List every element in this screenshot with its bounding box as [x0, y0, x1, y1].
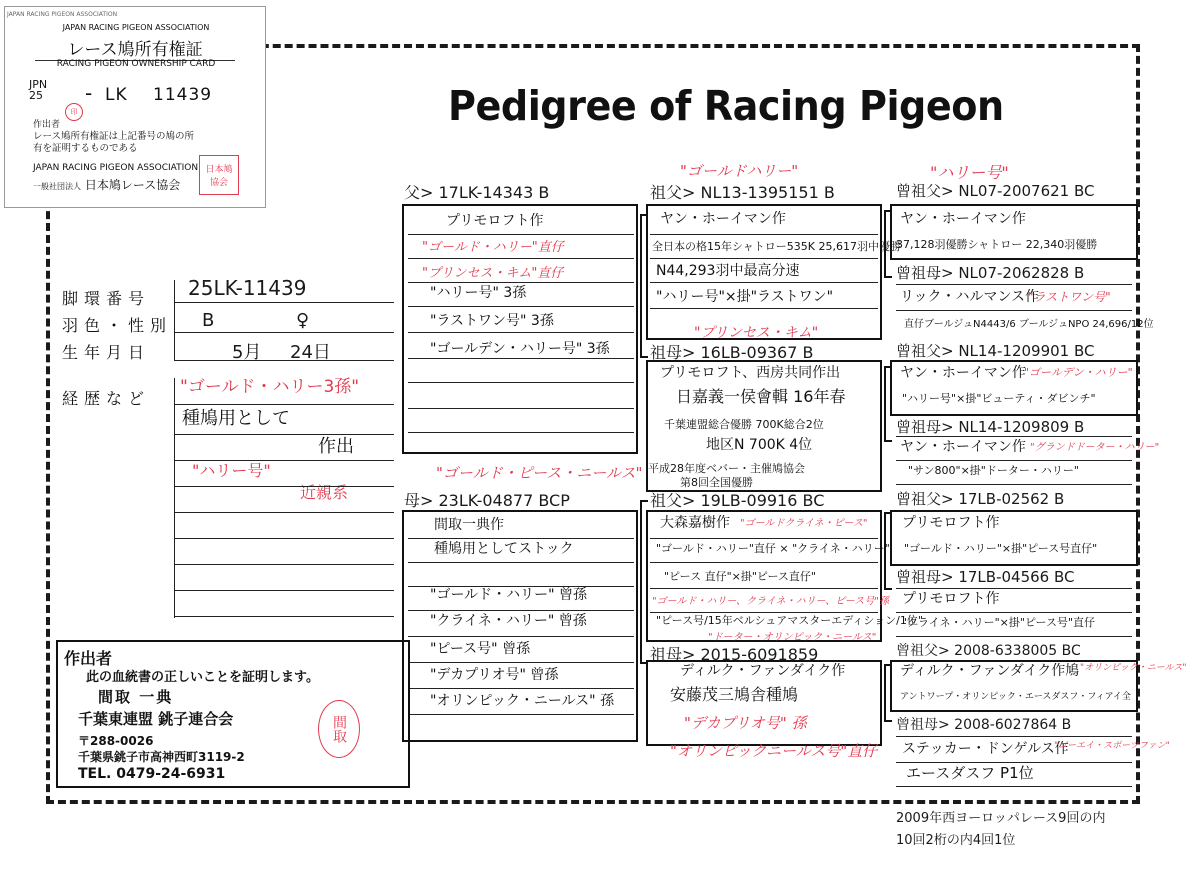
dam-line-7: "オリンピック・ニールス" 孫: [430, 693, 615, 709]
card-ring-number: 11439: [153, 85, 213, 105]
card-maker-label: 作出者: [33, 120, 61, 130]
sire-line-5: "ラストワン号" 3孫: [430, 313, 554, 329]
gd2-red-name-2: "ドーター・オリンピック・ニールス": [708, 632, 877, 643]
gs2-line-3: "ピース 直仔"×掛"ピース直仔": [664, 570, 816, 583]
ring-label: 脚環番号: [62, 289, 151, 308]
gd1-line-6: 第8回全国優勝: [680, 476, 753, 489]
dam-line-6: "デカプリオ号" 曾孫: [430, 667, 559, 683]
ggd3-head: 曾祖母> 17LB-04566 BC: [896, 568, 1075, 586]
ggs1-red-name: "ハリー号": [930, 163, 1009, 182]
ggs3-line-1: プリモロフト作: [902, 515, 1000, 531]
card-dash: -: [85, 81, 93, 105]
history-line-5: 近親系: [300, 483, 349, 502]
ggs1-line-1: ヤン・ホーイマン作: [900, 211, 1026, 227]
card-association-2: JAPAN RACING PIGEON ASSOCIATION: [33, 163, 199, 173]
history-line-3: 作出: [318, 436, 354, 457]
gs1-head: 祖父> NL13-1395151 B: [650, 183, 835, 202]
ggd1-head: 曾祖母> NL07-2062828 B: [896, 264, 1085, 282]
ggd1-line-1: リック・ハルマンス作: [900, 289, 1040, 305]
card-seal-small: 印: [65, 103, 83, 121]
gd1-line-4: 地区N 700K 4位: [706, 437, 813, 453]
ggs1-line-2: 37,128羽優勝シャトロー 22,340羽優勝: [896, 238, 1098, 251]
card-border-text: JAPAN RACING PIGEON ASSOCIATION: [7, 11, 118, 18]
birth-month: 5月: [232, 342, 262, 363]
card-association-seal: 日本鳩 協会: [199, 155, 239, 195]
ggs1-head: 曾祖父> NL07-2007621 BC: [896, 182, 1095, 200]
history-line-2: 種鳩用として: [182, 408, 290, 429]
sex-value: ♀: [296, 310, 310, 331]
card-association: JAPAN RACING PIGEON ASSOCIATION: [62, 23, 210, 32]
ggd3-line-2: "クライネ・ハリー"×掛"ピース号"直仔: [902, 616, 1096, 629]
ggd3-line-1: プリモロフト作: [902, 591, 1000, 607]
gd1-line-5: 平成28年度ベバー・主催鳩協会: [648, 462, 805, 475]
gd1-red-name: "プリンセス・キム": [694, 325, 819, 341]
sire-line-3: "プリンセス・キム"直仔: [422, 266, 564, 281]
sire-head: 父> 17LK-14343 B: [404, 183, 550, 202]
card-title-ja: レース鳩所有権証: [35, 35, 235, 61]
ggd2-red-name: "グランドドーター・ハリー": [1030, 442, 1160, 453]
ggs4-line-4: エースダスフ P1位: [906, 764, 1034, 782]
ggs2-line-2: "ハリー号"×掛"ビューティ・ダビンチ": [902, 392, 1096, 405]
birth-label: 生年月日: [62, 343, 151, 362]
ggs2-head: 曾祖父> NL14-1209901 BC: [896, 342, 1095, 360]
ggs3-head: 曾祖父> 17LB-02562 B: [896, 490, 1065, 508]
color-value: B: [202, 310, 215, 331]
gd2-line-4: "オリンピックニールス号"直仔: [670, 742, 878, 760]
sire-line-6: "ゴールデン・ハリー号" 3孫: [430, 341, 610, 357]
gd2-head: 祖母> 2015-6091859: [650, 645, 819, 664]
history-label: 経歴など: [62, 389, 151, 408]
ggs4-head: 曾祖父> 2008-6338005 BC: [896, 643, 1081, 659]
breeder-name: 間取 一典: [98, 688, 174, 706]
ring-value: 25LK-11439: [188, 276, 307, 300]
sire-line-1: プリモロフト作: [446, 213, 544, 229]
sire-line-2: "ゴールド・ハリー"直仔: [422, 240, 564, 255]
gd2-line-1: ディルク・ファンダイク作: [680, 663, 846, 679]
ggs2-line-1: ヤン・ホーイマン作: [900, 365, 1026, 381]
gs2-line-2: "ゴールド・ハリー"直仔 × "クライネ・ハリー": [656, 542, 890, 555]
gs1-line-1: ヤン・ホーイマン作: [660, 211, 786, 227]
ggs4-line-2: アントワープ・オリンピック・エースダスフ・フィアイ全: [900, 692, 1131, 702]
history-line-4: "ハリー号": [192, 461, 271, 480]
dam-line-4: "クライネ・ハリー" 曾孫: [430, 613, 587, 629]
ownership-card: [4, 6, 266, 208]
breeder-postal: 〒288-0026: [78, 734, 154, 748]
history-line-1: "ゴールド・ハリー3孫": [180, 377, 360, 397]
gs2-line-4: "ゴールド・ハリー、クライネ・ハリー、ピース号"孫: [652, 596, 889, 607]
gd1-line-3: 千葉連盟総合優勝 700K総合2位: [664, 418, 824, 431]
gd1-line-1: プリモロフト、西房共同作出: [660, 365, 841, 381]
ggs4-line-1: ディルク・ファンダイク作鳩: [900, 663, 1080, 679]
ggd1-line-2: 直仔ブールジュN4443/6 ブールジュNPO 24,696/12位: [904, 319, 1154, 330]
ggd4-head: 曾祖母> 2008-6027864 B: [896, 717, 1072, 733]
ggd2-line-1: ヤン・ホーイマン作: [900, 439, 1026, 455]
breeder-label: 作出者: [64, 649, 113, 668]
footnote: [896, 808, 1105, 852]
sire-line-4: "ハリー号" 3孫: [430, 285, 527, 301]
breeder-statement: 此の血統書の正しいことを証明します。: [86, 670, 319, 685]
breeder-tel: TEL. 0479-24-6931: [78, 766, 226, 782]
gs1-line-2: 全日本の格15年シャトロー535K 25,617羽中優勝: [652, 240, 901, 253]
ggd4-red-name: "ゴーエイ・スポーツファン": [1054, 741, 1170, 751]
card-title-en: RACING PIGEON OWNERSHIP CARD: [56, 59, 216, 69]
ggs2-red-name: "ゴールデン・ハリー": [1024, 366, 1133, 379]
dam-head: 母> 23LK-04877 BCP: [404, 491, 570, 510]
dam-red-name: "ゴールド・ピース・ニールス": [436, 464, 643, 482]
footnote-line-1: 2009年西ヨーロッパレース9回の内: [896, 811, 1106, 826]
gd1-head: 祖母> 16LB-09367 B: [650, 343, 814, 362]
gd2-red-name: "ピース号/15年ベルシュアマスターエディション/1位": [656, 614, 923, 627]
ggs4-line-3: ステッカー・ドンゲルス作: [902, 741, 1069, 757]
page-title: Pedigree of Racing Pigeon: [448, 82, 1004, 130]
gs2-line-1: 大森嘉樹作: [660, 515, 730, 531]
card-certify-text: レース鳩所有権証は上記番号の鳩の所有を証明するものである: [33, 131, 195, 154]
ggs4-red-name: "オリンピック・ニールス": [1080, 663, 1187, 673]
gd1-line-2: 日嘉義一侯會輯 16年春: [676, 387, 846, 406]
breeder-seal: 間取: [318, 700, 360, 758]
color-label: 羽色・性別: [62, 316, 173, 335]
card-lk: LK: [105, 85, 128, 105]
dam-line-2: 種鳩用としてストック: [434, 541, 574, 557]
dam-line-1: 間取一典作: [434, 517, 504, 533]
gs1-red-name: "ゴールドハリー": [680, 162, 799, 180]
gs1-line-4: "ハリー号"×掛"ラストワン": [656, 289, 834, 305]
gs1-line-3: N44,293羽中最高分速: [656, 263, 800, 279]
ggd2-line-2: "サン800"×掛"ドーター・ハリー": [908, 464, 1079, 477]
dam-line-3: "ゴールド・ハリー" 曾孫: [430, 587, 588, 603]
breeder-org: 千葉東連盟 銚子連合会: [78, 710, 234, 728]
footnote-line-2: 10回2桁の内4回1位: [896, 833, 1016, 848]
card-corp: 一般社団法人 日本鳩レース協会: [33, 178, 181, 192]
breeder-address: 千葉県銚子市高神西町3119-2: [78, 750, 245, 764]
ggd2-head: 曾祖母> NL14-1209809 B: [896, 418, 1085, 436]
birth-day: 24日: [290, 342, 331, 363]
gd2-line-3: "デカプリオ号" 孫: [684, 714, 807, 732]
ggd1-red-name: "ラストワン号": [1028, 290, 1111, 304]
gs2-head: 祖父> 19LB-09916 BC: [650, 491, 825, 510]
gd2-line-2: 安藤茂三鳩舎種鳩: [670, 685, 799, 704]
card-country: JPN 25: [29, 78, 48, 102]
gs2-red-name: "ゴールドクライネ・ピース": [740, 518, 868, 529]
ggs3-line-2: "ゴールド・ハリー"×掛"ピース号直仔": [904, 542, 1098, 555]
dam-line-5: "ピース号" 曾孫: [430, 641, 531, 657]
